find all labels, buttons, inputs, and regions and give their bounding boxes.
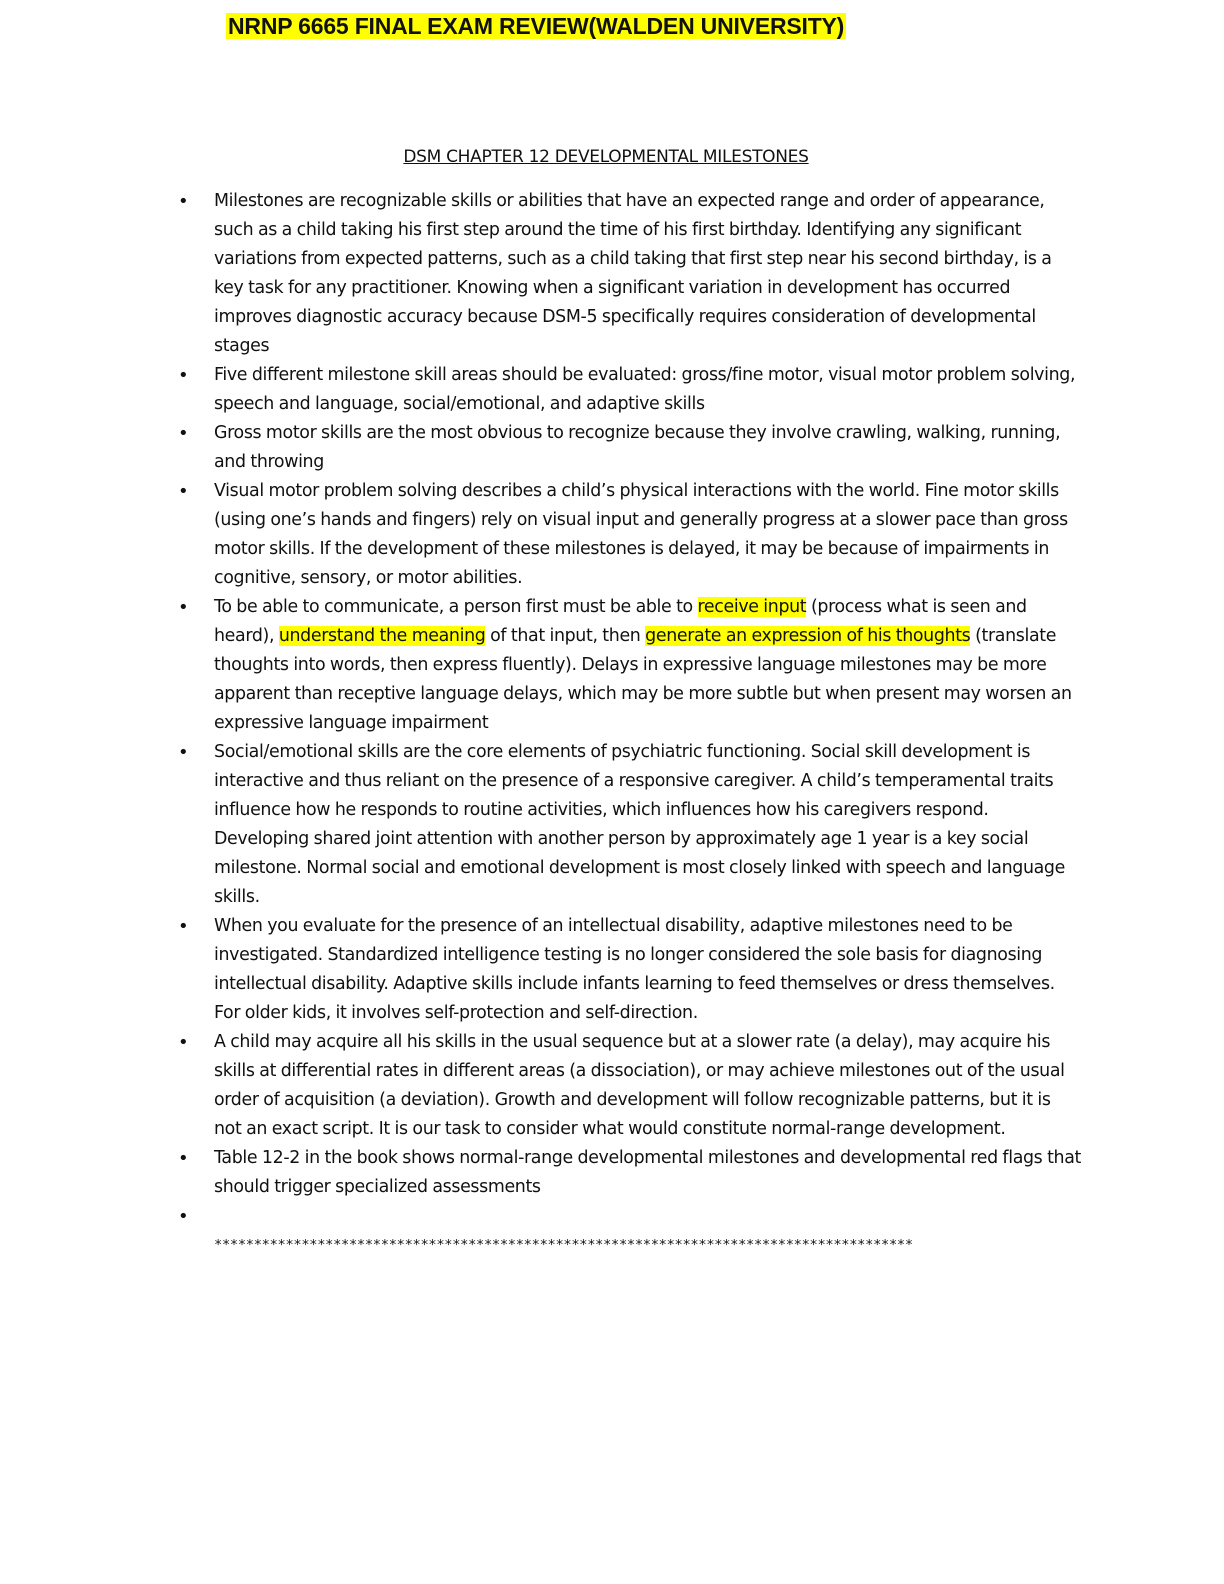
document-title: [226, 12, 846, 40]
bullet-delay-dissociation-deviation: • A child may acquire all his skills in the usual sequence but at a slower rate (a delay), may acquire his skills at differential rates in different areas (a dissociation), or may achieve milestones out of the usual order of acquisition (a deviation). Growth and development will follow recognizable patterns, but it is not an exact script. It is our task to consider what would constitute normal-range development.: [214, 1028, 1082, 1144]
bullet-skill-areas: • Five different milestone skill areas should be evaluated: gross/fine motor, visual motor problem solving, speech and language, social/emotional, and adaptive skills: [214, 361, 1082, 419]
bullet-social-emotional: • Social/emotional skills are the core elements of psychiatric functioning. Social skill development is interactive and thus reliant on the presence of a responsive caregiver. A child’s temperamental traits influence how he responds to routine activities, which influences how his caregivers respond. Developing shared joint attention with another person by approximately age 1 year is a key social milestone. Normal social and emotional development is most closely linked with speech and language skills.: [214, 738, 1082, 912]
document-title-text: NRNP 6665 FINAL EXAM REVIEW(WALDEN UNIVERSITY): [228, 13, 845, 39]
highlight-generate-expression: generate an expression of his thoughts: [645, 626, 971, 646]
communication-text-3: of that input, then: [485, 626, 646, 646]
communication-text-1: To be able to communicate, a person first must be able to: [214, 597, 698, 617]
communication-text-4: (translate thoughts into words, then express fluently). Delays in expressive language milestones may be more apparent than receptive language delays, which may be more subtle but when present may worsen an expressive language impairment: [214, 626, 1072, 733]
milestone-bullet-list: [214, 187, 1082, 1260]
bullet-communication: [214, 593, 1082, 738]
bullet-adaptive-milestones: • When you evaluate for the presence of an intellectual disability, adaptive milestones need to be investigated. Standardized intelligence testing is no longer considered the sole basis for diagnosing intellectual disability. Adaptive skills include infants learning to feed themselves or dress themselves. For older kids, it involves self-protection and self-direction.: [214, 912, 1082, 1028]
asterisk-separator: ****************************************************************************************: [214, 1237, 913, 1253]
bullet-visual-motor: • Visual motor problem solving describes a child’s physical interactions with the world. Fine motor skills (using one’s hands and fingers) rely on visual input and generally progress at a slower pace than gross motor skills. If the development of these milestones is delayed, it may be because of impairments in cognitive, sensory, or motor abilities.: [214, 477, 1082, 593]
bullet-empty: [214, 1202, 1082, 1231]
communication-text-2: (process what is seen and heard),: [214, 597, 1027, 646]
highlight-receive-input: receive input: [697, 597, 807, 617]
bullet-milestones-definition: • Milestones are recognizable skills or abilities that have an expected range and order of appearance, such as a child taking his first step around the time of his first birthday. Identifying any significant variations from expected patterns, such as a child taking that first step near his second birthday, is a key task for any practitioner. Knowing when a significant variation in development has occurred improves diagnostic accuracy because DSM-5 specifically requires consideration of developmental stages: [214, 187, 1082, 361]
section-heading: [0, 145, 1212, 169]
separator-row: [214, 1231, 1082, 1260]
section-heading-text: DSM CHAPTER 12 DEVELOPMENTAL MILESTONES: [403, 147, 809, 167]
bullet-gross-motor: • Gross motor skills are the most obvious to recognize because they involve crawling, walking, running, and throwing: [214, 419, 1082, 477]
highlight-understand-meaning: understand the meaning: [278, 626, 486, 646]
bullet-table-12-2: • Table 12-2 in the book shows normal-range developmental milestones and developmental red flags that should trigger specialized assessments: [214, 1144, 1082, 1202]
